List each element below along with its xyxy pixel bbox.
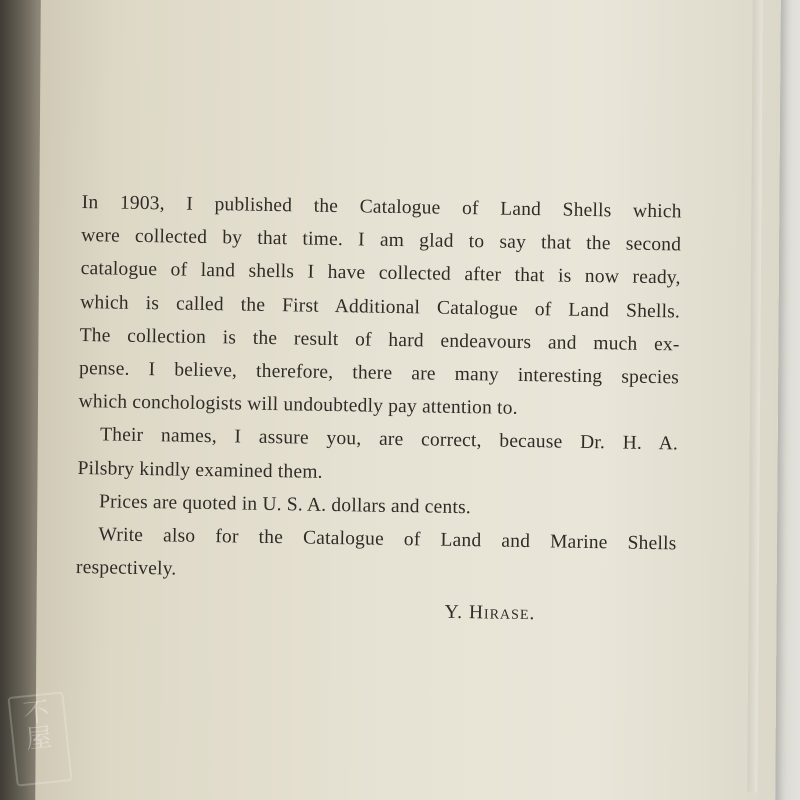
page-edge [747,0,763,792]
text-line-11: Write also for the Catalogue of Land and Marine Shells [98,524,677,555]
text-line-2: were collected by that time. I am glad to say that the second [81,225,682,256]
text-line-10: Prices are quoted in U. S. A. dollars and cents. [98,491,472,518]
text-line-3: catalogue of land shells I have collected after that is now ready, [80,258,681,289]
text-line-12: respectively. [75,557,177,580]
signature-name: Hirase. [468,602,536,625]
preface-text [75,186,682,633]
signature-initial: Y. [444,602,464,624]
watermark-stamp: 不屋 [21,696,54,756]
text-line-5: The collection is the result of hard endeavours and much ex- [79,324,680,356]
text-line-9: Pilsbry kindly examined them. [77,457,323,483]
text-line-6: pense. I believe, therefore, there are many interesting species [78,357,680,389]
text-line-4: which is called the First Additional Catalogue of Land Shells. [80,291,681,323]
text-line-8: Their names, I assure you, are correct, because Dr. H. A. [99,424,679,455]
text-line-1: In 1903, I published the Catalogue of Land Shells which [81,191,682,223]
text-line-7: which conchologists will undoubtedly pay attention to. [78,391,518,420]
